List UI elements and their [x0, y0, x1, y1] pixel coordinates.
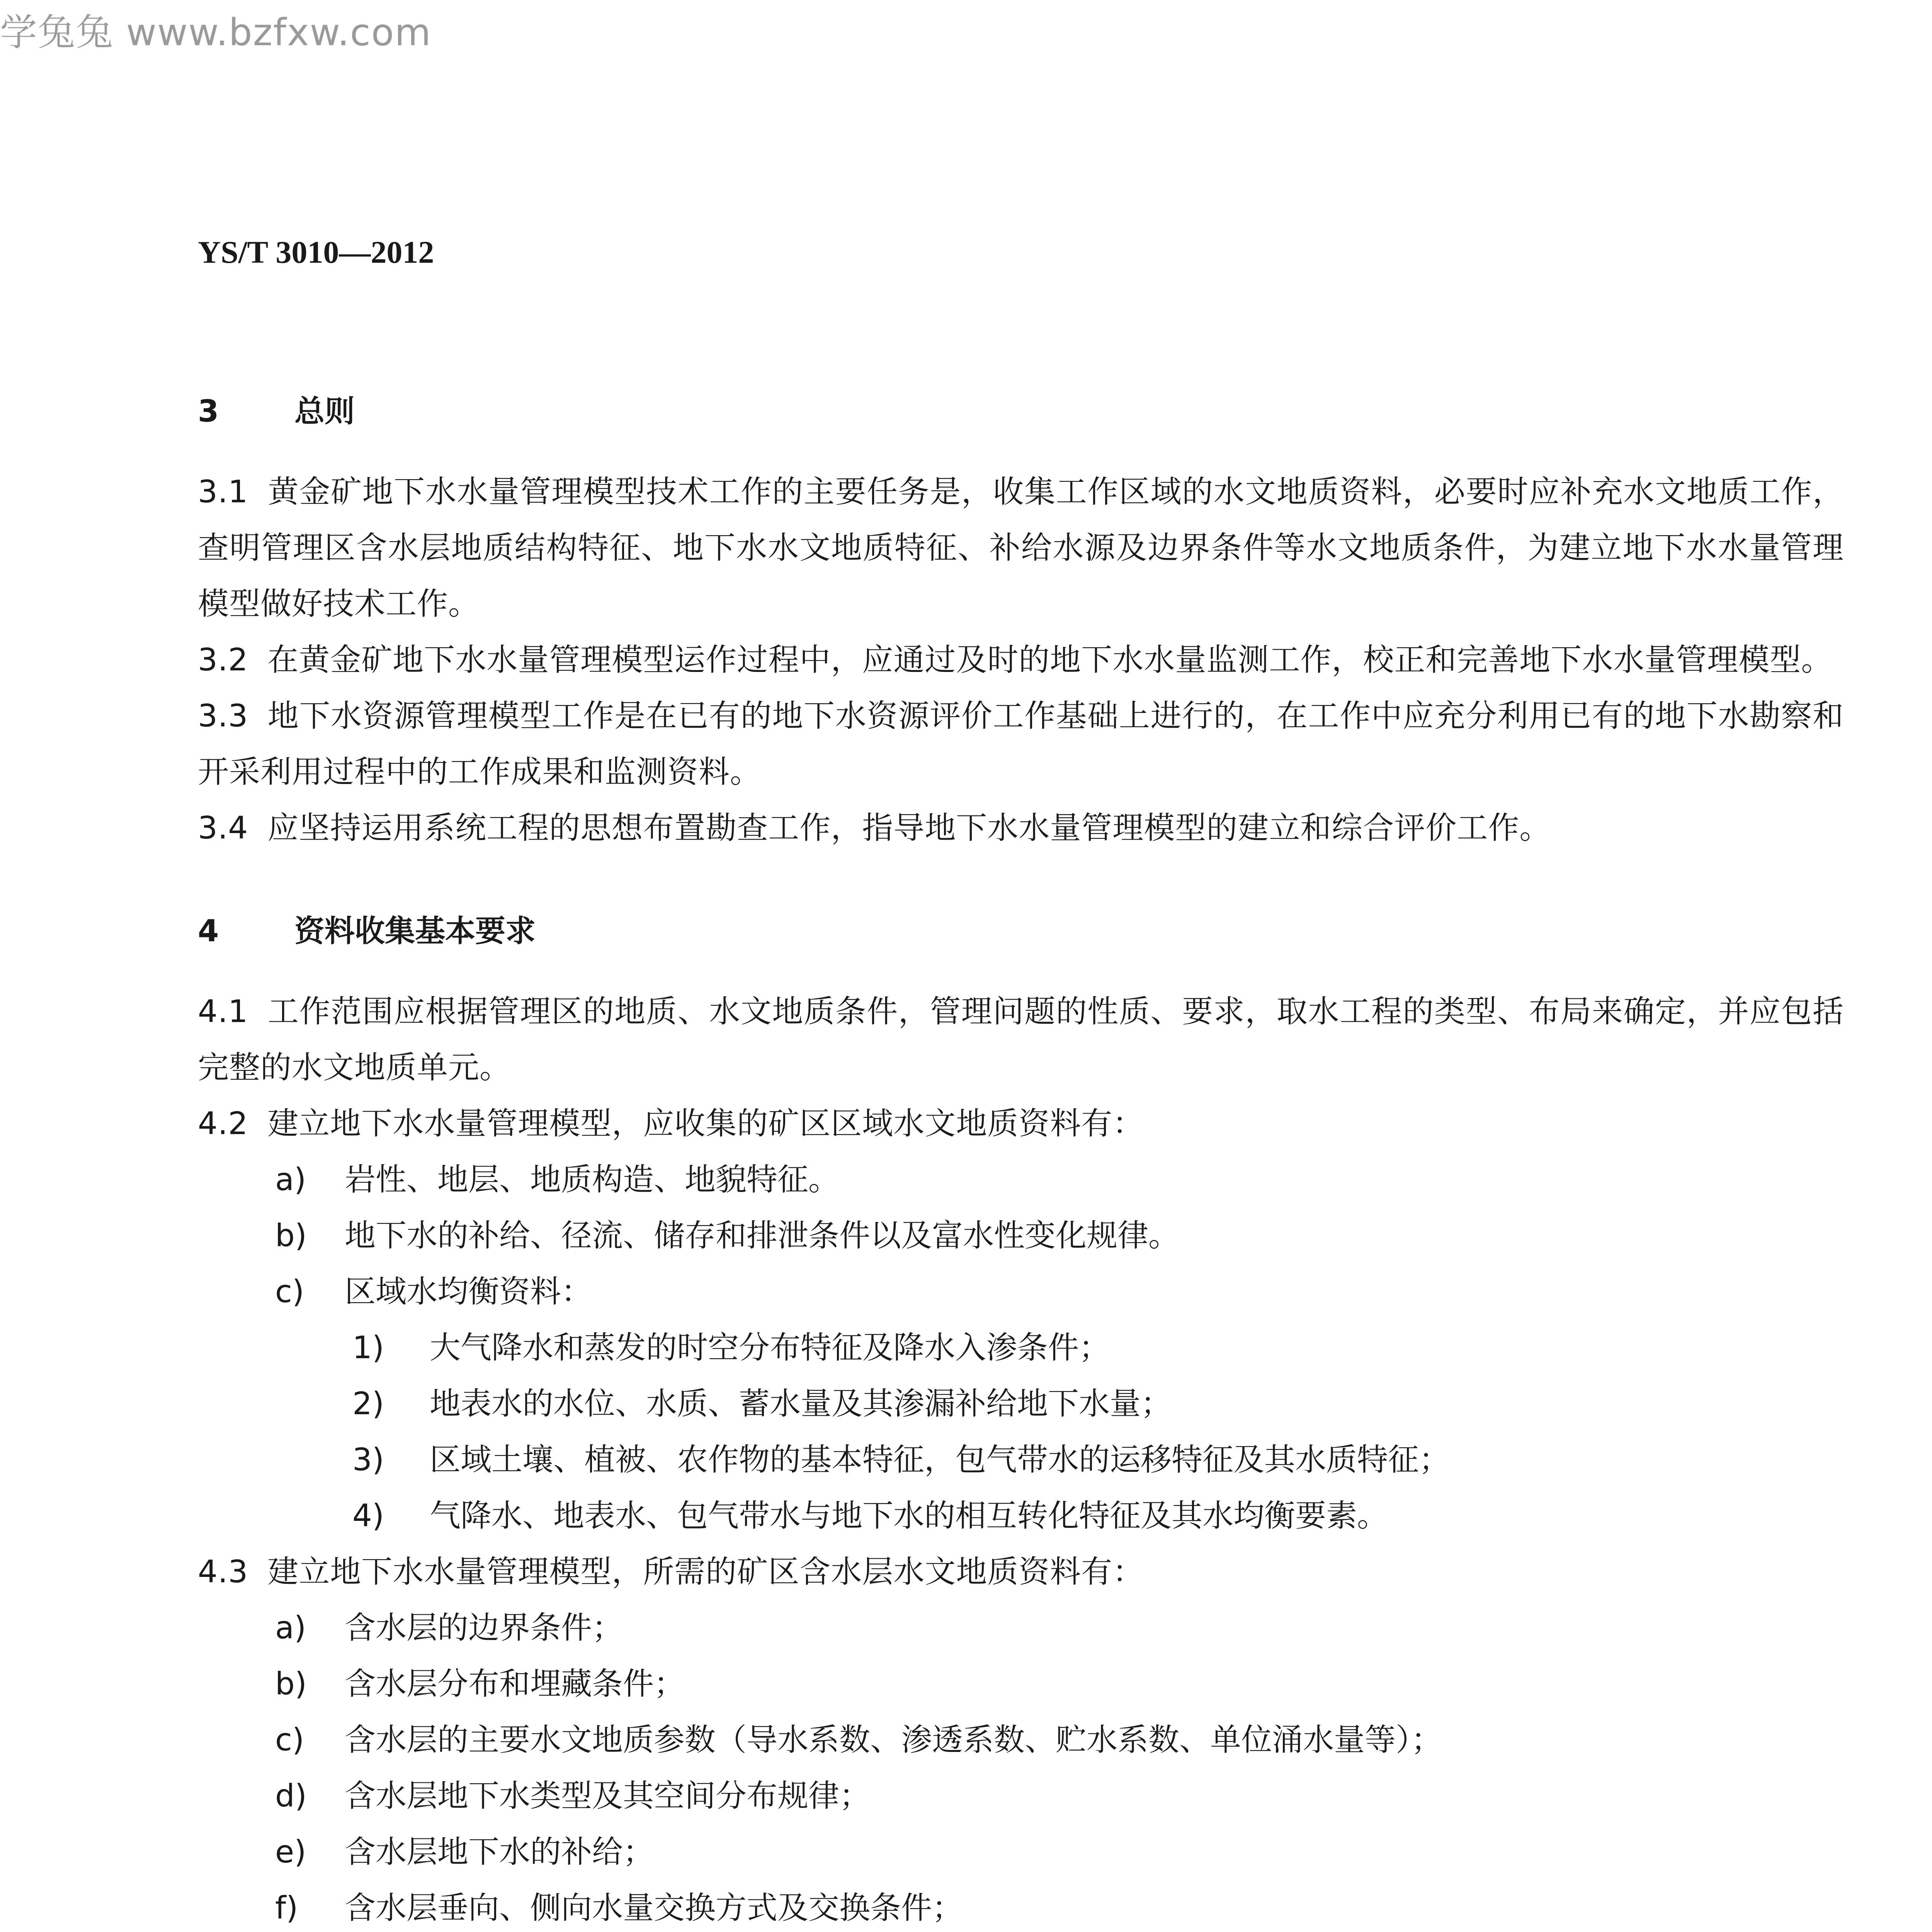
section-number: 3	[198, 394, 219, 429]
list-text: 含水层地下水类型及其空间分布规律；	[345, 1778, 870, 1814]
section-title: 总则	[294, 394, 355, 429]
section-title: 资料收集基本要求	[294, 914, 536, 949]
list-text: 地下水的补给、径流、储存和排泄条件以及富水性变化规律。	[345, 1218, 1179, 1253]
watermark: 学兔兔 www.bzfxw.com	[0, 11, 432, 54]
clause-text: 在黄金矿地下水水量管理模型运作过程中，应通过及时的地下水水量监测工作，校正和完善地下水水量管理模型。	[267, 642, 1833, 678]
clause-number: 4.2	[198, 1105, 248, 1141]
clause-number: 3.4	[198, 810, 248, 846]
clause-number: 3.2	[198, 642, 248, 678]
list-text: 含水层地下水的补给；	[345, 1834, 654, 1870]
clause-text: 应坚持运用系统工程的思想布置勘查工作，指导地下水水量管理模型的建立和综合评价工作。	[267, 810, 1551, 846]
list-marker: 3)	[352, 1442, 384, 1478]
list-marker: c)	[275, 1274, 304, 1310]
list-marker: 2)	[352, 1386, 384, 1422]
section-3-heading	[198, 383, 1844, 440]
clause-text: 建立地下水水量管理模型，应收集的矿区区域水文地质资料有：	[267, 1105, 1144, 1141]
list-text: 含水层的主要水文地质参数（导水系数、渗透系数、贮水系数、单位涌水量等）；	[345, 1722, 1442, 1758]
clause-text: 黄金矿地下水水量管理模型技术工作的主要任务是，收集工作区域的水文地质资料，必要时应补充水文地质工作，查明管理区含水层地质结构特征、地下水水文地质特征、补给水源及边界条件等水文地质条件，为建立地下水水量管理模型做好技术工作。	[198, 474, 1844, 622]
list-item	[198, 1880, 1844, 1932]
clause-text: 地下水资源管理模型工作是在已有的地下水资源评价工作基础上进行的，在工作中应充分利用已有的地下水勘察和开采利用过程中的工作成果和监测资料。	[198, 698, 1844, 790]
sub-list-item	[198, 1432, 1844, 1488]
clause-3-3	[198, 688, 1844, 800]
clause-3-2	[198, 632, 1844, 688]
sub-list-item	[198, 1488, 1844, 1544]
sub-list-item	[198, 1376, 1844, 1432]
list-text: 大气降水和蒸发的时空分布特征及降水入渗条件；	[430, 1330, 1110, 1366]
document-code: YS/T 3010—2012	[198, 235, 434, 270]
list-text: 岩性、地层、地质构造、地貌特征。	[345, 1162, 839, 1197]
list-marker: d)	[275, 1778, 307, 1814]
clause-4-3	[198, 1544, 1844, 1600]
section-4-heading	[198, 902, 1844, 960]
section-number: 4	[198, 914, 219, 949]
clause-number: 4.3	[198, 1554, 248, 1590]
list-marker: b)	[275, 1218, 307, 1253]
clause-number: 4.1	[198, 993, 248, 1029]
sub-list-item	[198, 1320, 1844, 1376]
list-item	[198, 1600, 1844, 1656]
list-marker: c)	[275, 1722, 304, 1758]
clause-3-4	[198, 800, 1844, 856]
clause-4-2	[198, 1095, 1844, 1151]
list-text: 地表水的水位、水质、蓄水量及其渗漏补给地下水量；	[430, 1386, 1172, 1422]
list-marker: a)	[275, 1610, 306, 1646]
list-text: 区域水均衡资料：	[345, 1274, 592, 1310]
list-marker: 4)	[352, 1498, 384, 1534]
clause-number: 3.1	[198, 474, 248, 510]
clause-4-1	[198, 983, 1844, 1095]
list-item	[198, 1768, 1844, 1824]
list-item	[198, 1824, 1844, 1880]
list-item	[198, 1151, 1844, 1208]
clause-3-1	[198, 464, 1844, 632]
list-text: 区域土壤、植被、农作物的基本特征，包气带水的运移特征及其水质特征；	[430, 1442, 1450, 1478]
list-item	[198, 1208, 1844, 1264]
list-item	[198, 1656, 1844, 1712]
list-text: 含水层分布和埋藏条件；	[345, 1666, 685, 1702]
list-marker: e)	[275, 1834, 306, 1870]
list-text: 含水层垂向、侧向水量交换方式及交换条件；	[345, 1890, 963, 1926]
list-text: 含水层的边界条件；	[345, 1610, 623, 1646]
list-text: 气降水、地表水、包气带水与地下水的相互转化特征及其水均衡要素。	[430, 1498, 1388, 1534]
list-marker: f)	[275, 1890, 298, 1926]
list-item	[198, 1712, 1844, 1768]
list-marker: 1)	[352, 1330, 384, 1366]
clause-text: 工作范围应根据管理区的地质、水文地质条件，管理问题的性质、要求，取水工程的类型、布局来确定，并应包括完整的水文地质单元。	[198, 993, 1844, 1085]
clause-text: 建立地下水水量管理模型，所需的矿区含水层水文地质资料有：	[267, 1554, 1144, 1590]
list-marker: a)	[275, 1162, 306, 1197]
clause-number: 3.3	[198, 698, 248, 734]
list-item	[198, 1264, 1844, 1320]
document-body	[198, 383, 1844, 1932]
list-marker: b)	[275, 1666, 307, 1702]
